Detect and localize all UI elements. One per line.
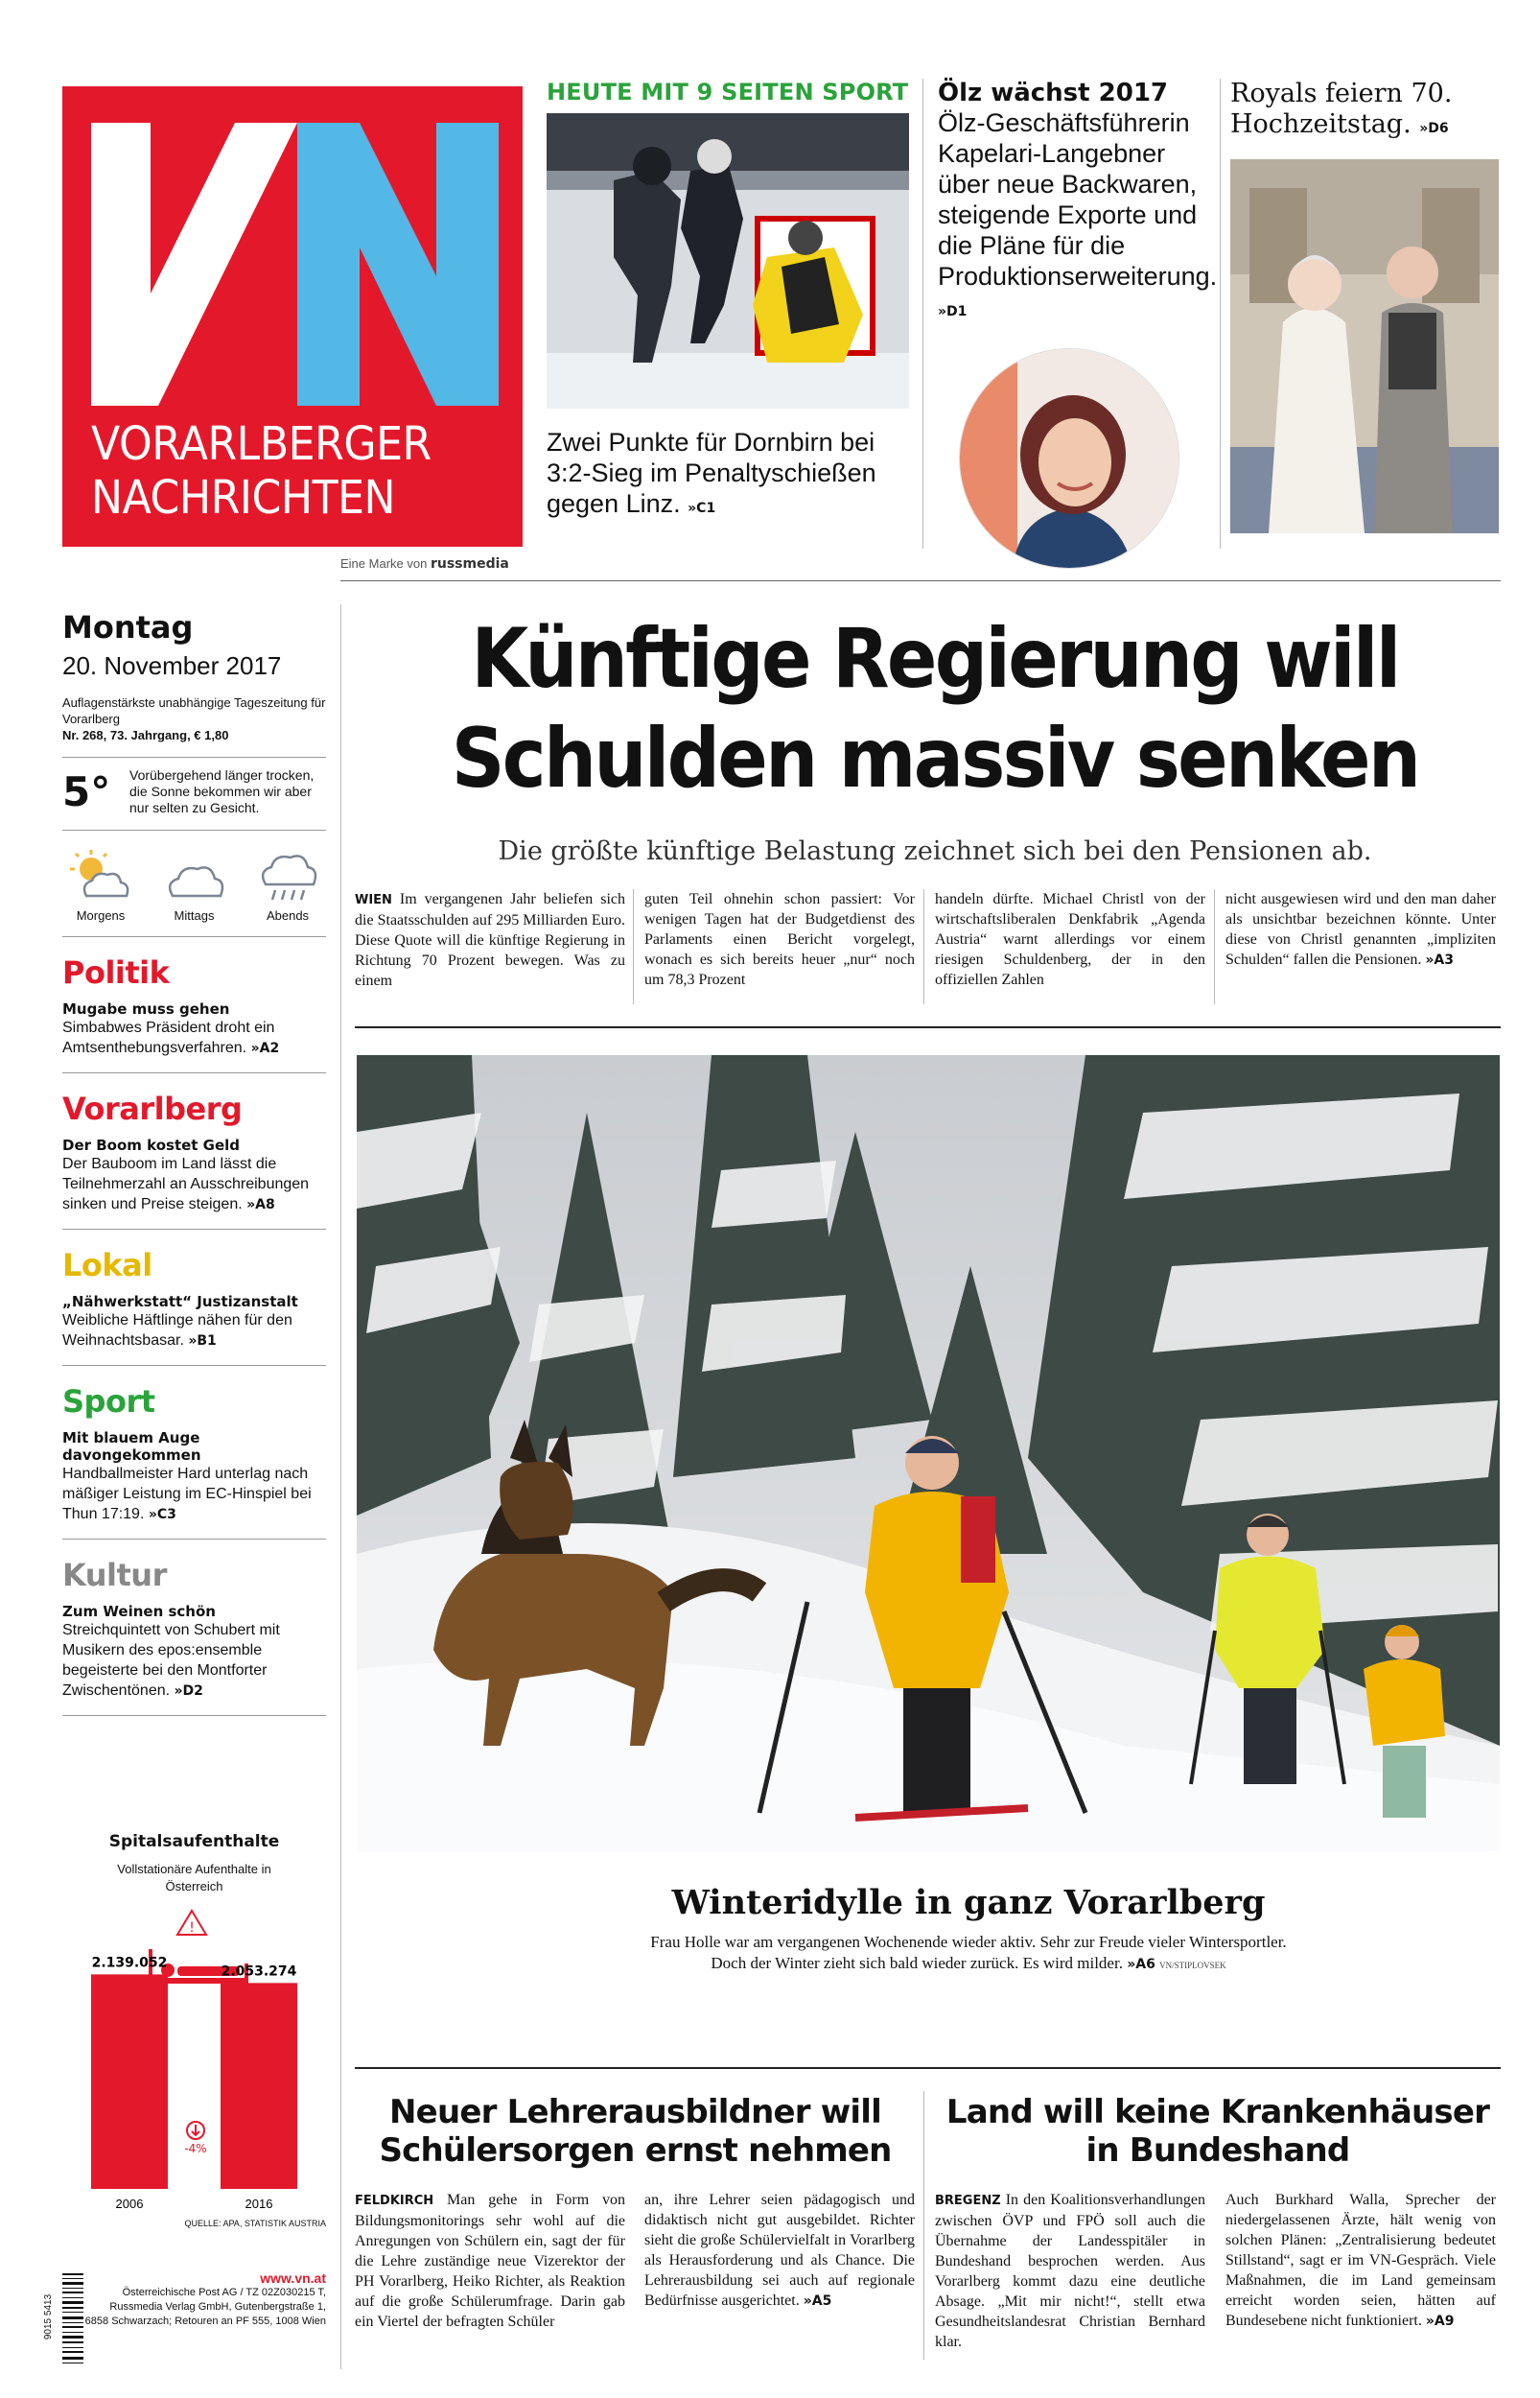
photo-headline: Winteridylle in ganz Vorarlberg — [671, 1883, 1266, 1922]
article-ref[interactable]: »A9 — [1425, 2314, 1455, 2329]
infographic-subtitle: Vollstationäre Aufenthalte in Österreich — [117, 1862, 271, 1893]
divider — [633, 889, 634, 1004]
infographic-change: -4% — [184, 2142, 207, 2155]
lead-headline-line2: Schulden massiv senken — [451, 711, 1419, 807]
weather-slot-evening — [249, 848, 326, 923]
lead-col-2 — [644, 889, 915, 990]
weather-text: Vorübergehend länger trocken, die Sonne bekommen wir aber nur selten zu Gesicht. — [129, 767, 315, 815]
bar-value-label: 2.053.274 — [221, 1963, 297, 1980]
footer-line: 6858 Schwarzach; Retouren an PF 555, 1008 Wien — [84, 2316, 326, 2327]
lead-text: nicht ausgewiesen wird und den man daher als unsichtbar bezeichnen könnte. Unter diese von Christl genannten „impliziten Schulden“ fallen die Pensionen. — [1225, 891, 1496, 968]
weather-temp: 5° — [62, 768, 111, 815]
oelz-text: Ölz-Geschäftsführerin Kapelari-Langebner über neue Backwaren, steigende Exporte und die Pläne für die Produktionserweiterung. — [938, 108, 1218, 291]
divider — [62, 936, 326, 937]
divider — [62, 1715, 326, 1716]
masthead-title — [91, 417, 432, 525]
section-title: Lokal — [62, 1247, 152, 1283]
rule — [355, 1026, 1501, 1028]
headline-line: Neuer Lehrerausbildner will — [389, 2093, 881, 2131]
sport-ref[interactable]: »C1 — [688, 501, 716, 516]
rain-cloud-icon — [254, 848, 321, 905]
weather-forecast — [62, 848, 326, 923]
divider — [923, 2091, 924, 2360]
royals-teaser[interactable] — [1230, 79, 1499, 538]
photo-credit: VN/STIPLOVSEK — [1159, 1961, 1226, 1970]
infographic — [62, 1832, 326, 2228]
section-title: Politik — [62, 954, 170, 991]
bar-2016 — [221, 1983, 297, 2189]
article-teacher-col2 — [644, 2190, 915, 2312]
divider — [62, 1539, 326, 1540]
sun-cloud-icon — [67, 848, 134, 905]
masthead-logo[interactable] — [62, 86, 523, 547]
lead-text: Im vergangenen Jahr beliefen sich die Staatsschulden auf 295 Milliarden Euro. Diese Quote will die künftige Regierung in Richtung 70 Prozent bewegen. Was zu einem — [355, 891, 626, 989]
article-dateline: FELDKIRCH — [355, 2194, 434, 2208]
imprint-box — [43, 2270, 326, 2367]
divider — [62, 1072, 326, 1073]
oelz-headline: Ölz wächst 2017 — [938, 79, 1169, 107]
down-arrow-icon — [187, 2122, 204, 2139]
section-kultur[interactable] — [62, 1557, 326, 1702]
infographic-chart — [62, 1901, 326, 2218]
oelz-portrait — [959, 348, 1179, 569]
section-title: Kultur — [62, 1557, 167, 1593]
photo-ref[interactable]: »A6 — [1127, 1957, 1155, 1972]
section-ref[interactable]: »D2 — [174, 1683, 203, 1699]
lead-dateline: WIEN — [355, 893, 392, 907]
weather-box — [62, 767, 326, 816]
lead-subline: Die größte künftige Belastung zeichnet sich bei den Pensionen ab. — [498, 836, 1372, 866]
section-ref[interactable]: »A8 — [246, 1197, 275, 1212]
section-headline: Mugabe muss gehen — [62, 1000, 230, 1018]
logo-n-shape — [259, 123, 499, 406]
bar-value-label: 2.139.052 — [91, 1955, 168, 1971]
hockey-photo — [547, 113, 909, 409]
bar-2006 — [91, 1974, 168, 2189]
section-vorarlberg[interactable] — [62, 1091, 326, 1215]
section-text: Weibliche Häftlinge nähen für den Weihnachtsbasar. — [62, 1312, 292, 1349]
headline-line: Schülersorgen ernst nehmen — [379, 2131, 892, 2170]
bar-category-label: 2016 — [245, 2197, 273, 2211]
headline-line: in Bundeshand — [1085, 2131, 1350, 2170]
photo-caption-line1: Frau Holle war am vergangenen Wochenende wieder aktiv. Sehr zur Freude vieler Wintersportler. — [650, 1933, 1287, 1951]
oelz-ref[interactable]: »D1 — [938, 304, 968, 319]
royals-text: Royals feiern 70. Hochzeitstag. — [1230, 79, 1453, 139]
article-hospital-headline[interactable] — [935, 2093, 1501, 2170]
barcode — [43, 2271, 83, 2367]
divider — [62, 1229, 326, 1230]
edition-desc: Auflagenstärkste unabhängige Tageszeitung für Vorarlberg — [62, 695, 326, 726]
brand-line — [340, 556, 509, 572]
infographic-title: Spitalsaufenthalte — [108, 1832, 280, 1851]
photo-caption[interactable] — [614, 1875, 1323, 1976]
section-text: Handballmeister Hard unterlag nach mäßiger Leistung im EC-Hinspiel bei Thun 17:19. — [62, 1466, 312, 1522]
section-headline: Mit blauem Auge davongekommen — [62, 1429, 201, 1464]
article-text: Man gehe in Form von Bildungsmonitorings sehr wohl auf die Anregungen von Schülern ein, sagt der für die Lehre zuständige neue Vizerektor der PH Vorarlberg, Heiko Richter, als Reaktion auf die große Schülerumfrage. Darin gab ein Viertel der befragten Schüler — [355, 2192, 626, 2330]
lead-ref[interactable]: »A3 — [1425, 952, 1455, 968]
article-dateline: BREGENZ — [935, 2194, 1001, 2208]
section-text: Simbabwes Präsident droht ein Amtsenthebungsverfahren. — [62, 1020, 275, 1056]
article-text: In den Koalitionsverhandlungen zwischen ÖVP und FPÖ soll auch die Übernahme der Landesspitäler in Bundeshand besprochen werden. Aus Vorarlberg kommt dazu eine deutliche Absage. „Mit mir nicht!“, stellt etwa Gesundheitslandesrat Christian Bernhard klar. — [935, 2192, 1206, 2350]
footer-url[interactable]: www.vn.at — [260, 2270, 326, 2286]
article-hospital-col2 — [1225, 2190, 1496, 2332]
svg-text:!: ! — [189, 1920, 195, 1936]
article-ref[interactable]: »A5 — [803, 2293, 832, 2309]
masthead-title-line1: VORARLBERGER — [91, 417, 432, 471]
section-politik[interactable] — [62, 954, 326, 1059]
rule — [340, 580, 1501, 581]
infographic-source: QUELLE: APA, STATISTIK AUSTRIA — [184, 2219, 326, 2228]
section-lokal[interactable] — [62, 1247, 326, 1352]
weather-label-morning: Morgens — [76, 908, 126, 923]
article-teacher-col1 — [355, 2190, 625, 2332]
headline-line: Land will keine Krankenhäuser — [945, 2093, 1490, 2131]
sport-kicker: HEUTE MIT 9 SEITEN SPORT — [547, 79, 909, 106]
footer-line: Russmedia Verlag GmbH, Gutenbergstraße 1, — [109, 2301, 326, 2313]
brand-prefix: Eine Marke von — [340, 556, 428, 571]
brand-name: russmedia — [430, 556, 509, 572]
rule — [355, 2067, 1501, 2069]
section-headline: Zum Weinen schön — [62, 1603, 216, 1620]
section-sport[interactable] — [62, 1383, 326, 1525]
lead-col-4 — [1225, 889, 1496, 971]
article-text: Auch Burkhard Walla, Sprecher der niedergelassenen Ärzte, hält wenig von solchen Plänen: „Zentralisierung bedeutet Stillstand“, sagt er im VN-Gespräch. Viele Maßnahmen, die im Land gemeinsam erreicht worden seien, hätten auf Bundesebene nicht funktioniert. — [1225, 2192, 1496, 2329]
section-title: Sport — [62, 1383, 155, 1420]
section-ref[interactable]: »B1 — [188, 1333, 217, 1349]
lead-col-1 — [355, 889, 625, 991]
divider — [922, 79, 923, 549]
article-teacher-headline[interactable] — [355, 2093, 916, 2170]
divider — [1220, 79, 1221, 549]
footer-line: Österreichische Post AG / TZ 02Z030215 T, — [122, 2287, 326, 2298]
section-ref[interactable]: »C3 — [148, 1507, 176, 1522]
cloud-icon — [161, 848, 228, 905]
lead-text: handeln dürfte. Michael Christl von der wirtschaftsliberalen Denkfabrik „Agenda Austria“ warnt allerdings vor einem riesigen Schuldenberg, der in den offiziellen Zahlen — [935, 891, 1205, 988]
section-title: Vorarlberg — [62, 1091, 243, 1127]
divider — [923, 889, 924, 1004]
divider — [62, 757, 326, 758]
royals-ref[interactable]: »D6 — [1419, 121, 1449, 136]
section-headline: „Nähwerkstatt“ Justizanstalt — [62, 1293, 298, 1310]
photo-caption-line2: Doch der Winter zieht sich bald wieder zurück. Es wird milder. — [711, 1954, 1123, 1972]
section-headline: Der Boom kostet Geld — [62, 1137, 241, 1154]
left-column — [62, 609, 326, 1716]
winter-photo — [357, 1055, 1500, 1851]
oelz-teaser[interactable] — [938, 79, 1216, 569]
barcode-icon — [62, 2271, 83, 2367]
edition-issue: Nr. 268, 73. Jahrgang, € 1,80 — [62, 728, 229, 742]
divider — [340, 604, 341, 2369]
section-ref[interactable]: »A2 — [250, 1041, 280, 1056]
article-text: an, ihre Lehrer seien pädagogisch und didaktisch nicht gut ausgebildet. Richter sieht die große Schülervielfalt in Vorarlberg als Herausforderung und als Chance. Die Lehrerausbildung sei auch auf regionale Bedürfnisse ausgerichtet. — [644, 2192, 915, 2309]
weather-label-evening: Abends — [266, 908, 310, 923]
divider — [62, 1365, 326, 1366]
divider — [1214, 889, 1215, 1004]
sport-caption: Zwei Punkte für Dornbirn bei 3:2-Sieg im Penaltyschießen gegen Linz. — [547, 428, 876, 518]
article-hospital-col1 — [935, 2190, 1205, 2352]
lead-col-3 — [935, 889, 1205, 990]
edition-day: Montag — [62, 609, 194, 646]
masthead-title-line2: NACHRICHTEN — [91, 471, 396, 525]
weather-label-noon: Mittags — [174, 908, 215, 923]
bar-category-label: 2006 — [115, 2197, 144, 2211]
lead-headline[interactable] — [426, 609, 1444, 809]
edition-date: 20. November 2017 — [62, 651, 282, 680]
barcode-number: 9015 5413 — [43, 2293, 55, 2340]
section-text: Streichquintett von Schubert mit Musikern des epos:ensemble begeisterte bei den Montforter Zwischentönen. — [62, 1622, 280, 1699]
weather-slot-morning — [62, 848, 139, 923]
royals-photo — [1230, 159, 1499, 533]
weather-slot-noon — [156, 848, 233, 923]
sport-teaser[interactable] — [547, 79, 911, 558]
section-text: Der Bauboom im Land lässt die Teilnehmerzahl an Ausschreibungen sinken und Preise steigen. — [62, 1156, 310, 1212]
lead-text: guten Teil ohnehin schon passiert: Vor wenigen Tagen hat der Budgetdienst des Parlaments einen Bericht vorgelegt, wonach es sich bereits heuer „nur“ noch um 78,3 Prozent — [644, 891, 915, 988]
lead-headline-line1: Künftige Regierung will — [471, 611, 1399, 707]
divider — [62, 830, 326, 831]
